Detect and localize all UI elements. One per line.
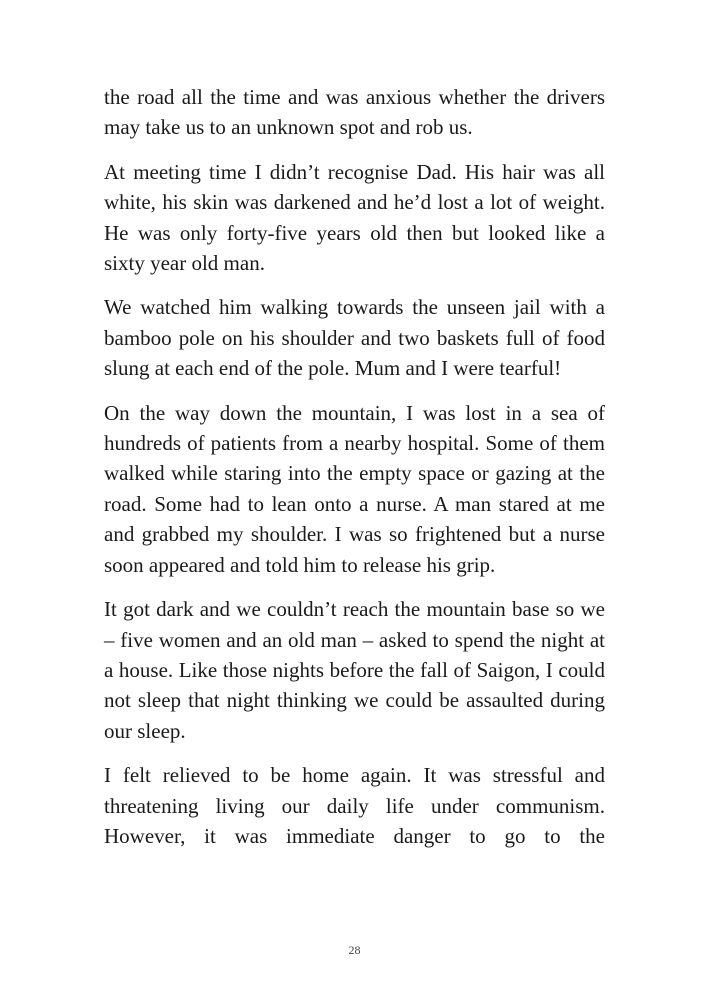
paragraph-2: At meeting time I didn’t recognise Dad. His hair was all white, his skin was darkened and he’d lost a lot of weight. He was only forty-five years old then but looked like a sixty year old man. — [104, 159, 605, 276]
paragraph-5: It got dark and we couldn’t reach the mountain base so we – five women and an old man – asked to spend the night at a house. Like those nights before the fall of Saigon, I could not sleep that night thinking we could be assaulted during our sleep. — [104, 597, 605, 743]
paragraph-6: I felt relieved to be home again. It was stressful and threatening living our daily life under communism. However, it was immediate danger to go to the — [104, 763, 605, 848]
paragraph-1: the road all the time and was anxious whether the drivers may take us to an unknown spot and rob us. — [104, 85, 605, 140]
paragraph-3: We watched him walking towards the unseen jail with a bamboo pole on his shoulder and two baskets full of food slung at each end of the pole. Mum and I were tearful! — [104, 295, 605, 381]
paragraph-4: On the way down the mountain, I was lost in a sea of hundreds of patients from a nearby hospital. Some of them walked while staring into the empty space or gazing at the road. Some had to lean onto a nurse. A man stared at me and grabbed my shoulder. I was so frightened but a nurse soon appeared and told him to release his grip. — [104, 400, 605, 577]
page-body — [104, 82, 605, 865]
page-number: 28 — [348, 943, 361, 957]
